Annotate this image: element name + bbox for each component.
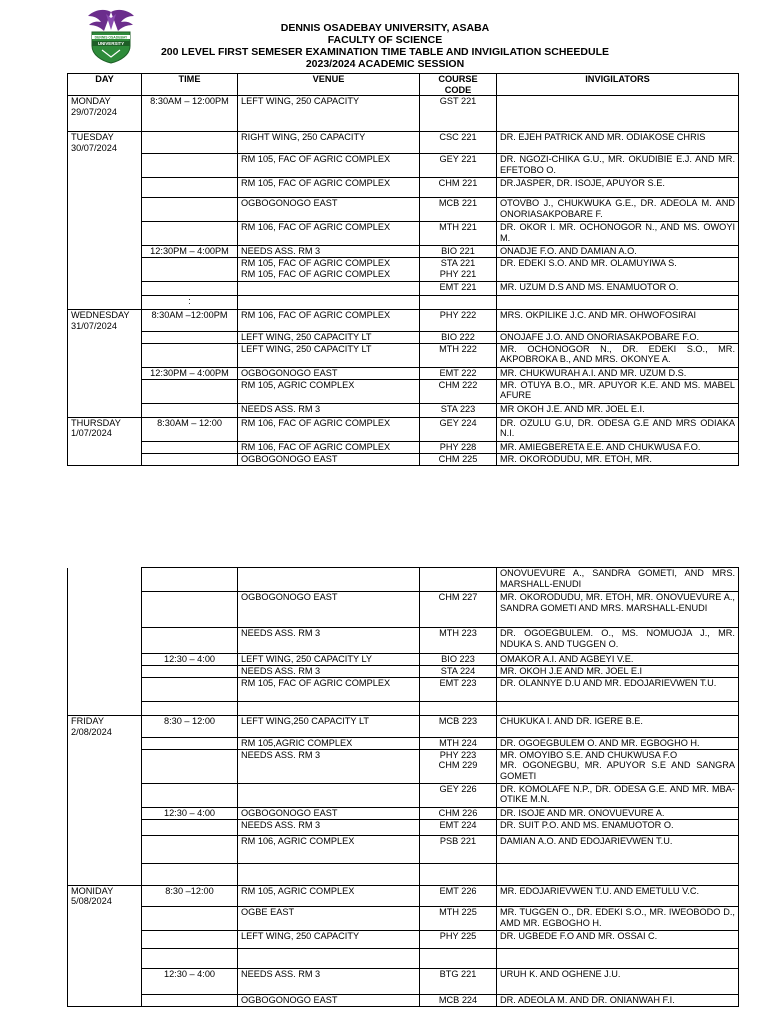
table-row	[68, 282, 739, 296]
cell-code: CHM 225	[420, 453, 497, 465]
cell-inv: MR OKOH J.E. AND MR. JOEL E.I.	[497, 403, 739, 417]
table-row	[68, 132, 739, 154]
cell-day	[68, 154, 142, 178]
cell-venue	[238, 863, 420, 885]
table-row	[68, 907, 739, 931]
cell-code: CSC 221	[420, 132, 497, 154]
cell-day	[68, 379, 142, 403]
cell-code: BIO 221	[420, 246, 497, 258]
cell-time	[142, 258, 238, 282]
cell-time	[142, 678, 238, 702]
cell-code: MCB 221	[420, 198, 497, 222]
cell-venue: LEFT WING, 250 CAPACITY LT	[238, 331, 420, 343]
table-row	[68, 702, 739, 716]
table-row	[68, 949, 739, 969]
table-row	[68, 258, 739, 282]
cell-venue: NEEDS ASS. RM 3	[238, 666, 420, 678]
cell-inv: MR. OTUYA B.O., MR. APUYOR K.E. AND MS. MABEL AFURE	[497, 379, 739, 403]
cell-time: 12:30 – 4:00	[142, 654, 238, 666]
university-logo	[84, 8, 138, 64]
cell-time	[142, 628, 238, 654]
table-row	[68, 379, 739, 403]
cell-venue: RM 105, FAC OF AGRIC COMPLEX RM 105, FAC OF AGRIC COMPLEX	[238, 258, 420, 282]
cell-time	[142, 453, 238, 465]
timetable-body-2	[68, 568, 739, 1007]
academic-session: 2023/2024 ACADEMIC SESSION	[305, 58, 465, 70]
cell-day	[68, 343, 142, 367]
cell-inv	[497, 296, 739, 310]
cell-time	[142, 568, 238, 592]
cell-time: 8:30AM –12:00PM	[142, 310, 238, 332]
cell-day	[68, 258, 142, 282]
cell-day	[68, 246, 142, 258]
cell-time	[142, 995, 238, 1007]
cell-code: CHM 221	[420, 178, 497, 198]
cell-code: GEY 226	[420, 783, 497, 807]
faculty-name: FACULTY OF SCIENCE	[327, 34, 443, 46]
table-row	[68, 666, 739, 678]
cell-time: :	[142, 296, 238, 310]
cell-code: MTH 223	[420, 628, 497, 654]
cell-code: MTH 224	[420, 737, 497, 749]
cell-day	[68, 702, 142, 716]
cell-day: FRIDAY 2/08/2024	[68, 716, 142, 738]
table-row	[68, 343, 739, 367]
cell-time	[142, 403, 238, 417]
cell-code: EMT 226	[420, 885, 497, 907]
cell-time: 12:30PM – 4:00PM	[142, 367, 238, 379]
cell-inv: MR. OKORODUDU, MR. ETOH, MR. ONOVUEVURE A., SANDRA GOMETI AND MRS. MARSHALL-ENUDI	[497, 592, 739, 628]
cell-day: MONDAY 29/07/2024	[68, 96, 142, 132]
cell-time: 12:30PM – 4:00PM	[142, 246, 238, 258]
cell-day	[68, 666, 142, 678]
table-row	[68, 222, 739, 246]
cell-time	[142, 931, 238, 949]
cell-time	[142, 154, 238, 178]
cell-code: BTG 221	[420, 969, 497, 995]
cell-inv: MR. CHUKWURAH A.I. AND MR. UZUM D.S.	[497, 367, 739, 379]
cell-inv: MR. UZUM D.S AND MS. ENAMUOTOR O.	[497, 282, 739, 296]
cell-time	[142, 737, 238, 749]
cell-time: 8:30AM – 12:00PM	[142, 96, 238, 132]
cell-day: THURSDAY 1/07/2024	[68, 417, 142, 441]
cell-inv: DR.JASPER, DR. ISOJE, APUYOR S.E.	[497, 178, 739, 198]
cell-time: 8:30AM – 12:00	[142, 417, 238, 441]
cell-time	[142, 863, 238, 885]
cell-code: EMT 224	[420, 819, 497, 835]
cell-day	[68, 331, 142, 343]
cell-day	[68, 969, 142, 995]
cell-time	[142, 835, 238, 863]
timetable-page-1	[67, 73, 739, 466]
cell-inv	[497, 949, 739, 969]
cell-time	[142, 819, 238, 835]
table-row	[68, 807, 739, 819]
cell-venue	[238, 568, 420, 592]
cell-day	[68, 654, 142, 666]
table-row	[68, 417, 739, 441]
table-header-row	[68, 74, 739, 96]
col-header-venue: VENUE	[238, 74, 420, 96]
cell-time	[142, 783, 238, 807]
table-row	[68, 737, 739, 749]
cell-time	[142, 702, 238, 716]
cell-code: GST 221	[420, 96, 497, 132]
cell-code	[420, 568, 497, 592]
cell-venue: RM 106, FAC OF AGRIC COMPLEX	[238, 417, 420, 441]
cell-venue: NEEDS ASS. RM 3	[238, 819, 420, 835]
cell-time	[142, 666, 238, 678]
table-row	[68, 678, 739, 702]
cell-venue	[238, 783, 420, 807]
document-header	[140, 22, 630, 70]
cell-code: MCB 224	[420, 995, 497, 1007]
table-row	[68, 716, 739, 738]
cell-inv	[497, 863, 739, 885]
cell-code: GEY 221	[420, 154, 497, 178]
cell-day	[68, 441, 142, 453]
cell-code: CHM 227	[420, 592, 497, 628]
cell-venue: NEEDS ASS. RM 3	[238, 246, 420, 258]
cell-venue: NEEDS ASS. RM 3	[238, 749, 420, 783]
cell-time	[142, 178, 238, 198]
cell-code: MTH 225	[420, 907, 497, 931]
cell-inv: DR. UGBEDE F.O AND MR. OSSAI C.	[497, 931, 739, 949]
cell-day: MONIDAY 5/08/2024	[68, 885, 142, 907]
cell-inv: DR. SUIT P.O. AND MS. ENAMUOTOR O.	[497, 819, 739, 835]
cell-venue: RIGHT WING, 250 CAPACITY	[238, 132, 420, 154]
cell-inv: MR. EDOJARIEVWEN T.U. AND EMETULU V.C.	[497, 885, 739, 907]
table-row	[68, 178, 739, 198]
cell-day	[68, 995, 142, 1007]
cell-code: MCB 223	[420, 716, 497, 738]
cell-inv: URUH K. AND OGHENE J.U.	[497, 969, 739, 995]
cell-inv: MR. OKORODUDU, MR. ETOH, MR.	[497, 453, 739, 465]
table-row	[68, 331, 739, 343]
cell-venue: LEFT WING,250 CAPACITY LT	[238, 716, 420, 738]
cell-time	[142, 331, 238, 343]
cell-day	[68, 749, 142, 783]
cell-code: EMT 222	[420, 367, 497, 379]
cell-day	[68, 178, 142, 198]
cell-inv: DR. OKOR I. MR. OCHONOGOR N., AND MS. OWOYI M.	[497, 222, 739, 246]
cell-venue	[238, 296, 420, 310]
table-row	[68, 154, 739, 178]
cell-inv: DR. EDEKI S.O. AND MR. OLAMUYIWA S.	[497, 258, 739, 282]
cell-inv: MRS. OKPILIKE J.C. AND MR. OHWOFOSIRAI	[497, 310, 739, 332]
cell-venue: OGBOGONOGO EAST	[238, 198, 420, 222]
cell-day	[68, 403, 142, 417]
cell-inv: DR. ISOJE AND MR. ONOVUEVURE A.	[497, 807, 739, 819]
cell-code: EMT 221	[420, 282, 497, 296]
cell-venue: RM 105, AGRIC COMPLEX	[238, 379, 420, 403]
cell-venue: RM 106, FAC OF AGRIC COMPLEX	[238, 310, 420, 332]
cell-inv: MR. AMIEGBERETA E.E. AND CHUKWUSA F.O.	[497, 441, 739, 453]
cell-inv: ONOJAFE J.O. AND ONORIASAKPOBARE F.O.	[497, 331, 739, 343]
cell-inv: DR. OZULU G.U, DR. ODESA G.E AND MRS ODIAKA N.I.	[497, 417, 739, 441]
cell-code: MTH 222	[420, 343, 497, 367]
timetable-page-2	[67, 567, 739, 1007]
table-row	[68, 969, 739, 995]
cell-time	[142, 592, 238, 628]
cell-inv: MR. OKOH J.E AND MR. JOEL E.I	[497, 666, 739, 678]
cell-day	[68, 737, 142, 749]
cell-inv: DR. NGOZI-CHIKA G.U., MR. OKUDIBIE E.J. AND MR. EFETOBO O.	[497, 154, 739, 178]
table-row	[68, 628, 739, 654]
cell-venue: RM 106, FAC OF AGRIC COMPLEX	[238, 222, 420, 246]
table-row	[68, 749, 739, 783]
cell-inv: DAMIAN A.O. AND EDOJARIEVWEN T.U.	[497, 835, 739, 863]
cell-venue: RM 105, FAC OF AGRIC COMPLEX	[238, 154, 420, 178]
logo-text-mid: UNIVERSITY	[97, 41, 125, 47]
cell-code: CHM 226	[420, 807, 497, 819]
cell-day	[68, 367, 142, 379]
col-header-time: TIME	[142, 74, 238, 96]
cell-time	[142, 198, 238, 222]
table-row	[68, 367, 739, 379]
cell-day: WEDNESDAY 31/07/2024	[68, 310, 142, 332]
cell-venue: RM 105, AGRIC COMPLEX	[238, 885, 420, 907]
cell-time	[142, 441, 238, 453]
cell-day	[68, 222, 142, 246]
table-row	[68, 654, 739, 666]
cell-venue: LEFT WING, 250 CAPACITY LY	[238, 654, 420, 666]
cell-time	[142, 222, 238, 246]
cell-venue: LEFT WING, 250 CAPACITY	[238, 96, 420, 132]
cell-day	[68, 863, 142, 885]
table-row	[68, 931, 739, 949]
cell-venue: OGBOGONOGO EAST	[238, 367, 420, 379]
cell-day	[68, 592, 142, 628]
cell-time	[142, 907, 238, 931]
cell-day: TUESDAY 30/07/2024	[68, 132, 142, 154]
cell-venue	[238, 282, 420, 296]
cell-venue: RM 106, AGRIC COMPLEX	[238, 835, 420, 863]
cell-code: STA 223	[420, 403, 497, 417]
cell-inv: MR. OMOYIBO S.E. AND CHUKWUSA F.O MR. OGONEGBU, MR. APUYOR S.E AND SANGRA GOMETI	[497, 749, 739, 783]
university-name: DENNIS OSADEBAY UNIVERSITY, ASABA	[280, 22, 490, 34]
cell-day	[68, 198, 142, 222]
table-row	[68, 863, 739, 885]
cell-day	[68, 783, 142, 807]
cell-venue: NEEDS ASS. RM 3	[238, 628, 420, 654]
cell-code: PHY 228	[420, 441, 497, 453]
cell-inv	[497, 96, 739, 132]
cell-time: 12:30 – 4:00	[142, 807, 238, 819]
cell-venue: RM 105, FAC OF AGRIC COMPLEX	[238, 178, 420, 198]
cell-day	[68, 628, 142, 654]
cell-venue: OGBOGONOGO EAST	[238, 592, 420, 628]
cell-code	[420, 863, 497, 885]
cell-venue: OGBOGONOGO EAST	[238, 807, 420, 819]
cell-time	[142, 749, 238, 783]
cell-inv: DR. EJEH PATRICK AND MR. ODIAKOSE CHRIS	[497, 132, 739, 154]
cell-venue: OGBE EAST	[238, 907, 420, 931]
cell-inv: DR. OLANNYE D.U AND MR. EDOJARIEVWEN T.U.	[497, 678, 739, 702]
cell-venue: NEEDS ASS. RM 3	[238, 403, 420, 417]
cell-venue: RM 105, FAC OF AGRIC COMPLEX	[238, 678, 420, 702]
cell-venue: RM 106, FAC OF AGRIC COMPLEX	[238, 441, 420, 453]
cell-venue: NEEDS ASS. RM 3	[238, 969, 420, 995]
cell-code: MTH 221	[420, 222, 497, 246]
cell-inv: ONADJE F.O. AND DAMIAN A.O.	[497, 246, 739, 258]
cell-time: 12:30 – 4:00	[142, 969, 238, 995]
cell-day	[68, 819, 142, 835]
logo-text-top: DENNIS OSADEBAY	[94, 35, 128, 40]
table-row	[68, 296, 739, 310]
document-title: 200 LEVEL FIRST SEMESER EXAMINATION TIME TABLE AND INVIGILATION SCHEEDULE	[160, 46, 610, 58]
table-row	[68, 995, 739, 1007]
table-row	[68, 403, 739, 417]
cell-time	[142, 949, 238, 969]
cell-time	[142, 379, 238, 403]
cell-time: 8:30 – 12:00	[142, 716, 238, 738]
cell-inv: DR. ADEOLA M. AND DR. ONIANWAH F.I.	[497, 995, 739, 1007]
cell-inv: CHUKUKA I. AND DR. IGERE B.E.	[497, 716, 739, 738]
cell-code: PSB 221	[420, 835, 497, 863]
cell-venue: LEFT WING, 250 CAPACITY	[238, 931, 420, 949]
cell-inv: DR. OGOEGBULEM. O., MS. NOMUOJA J., MR. NDUKA S. AND TUGGEN O.	[497, 628, 739, 654]
cell-day	[68, 282, 142, 296]
cell-venue	[238, 949, 420, 969]
cell-code: CHM 222	[420, 379, 497, 403]
table-row	[68, 568, 739, 592]
cell-day	[68, 931, 142, 949]
cell-code	[420, 702, 497, 716]
cell-code	[420, 296, 497, 310]
cell-venue: LEFT WING, 250 CAPACITY LT	[238, 343, 420, 367]
cell-day	[68, 949, 142, 969]
cell-venue: OGBOGONOGO EAST	[238, 453, 420, 465]
cell-code: STA 224	[420, 666, 497, 678]
table-row	[68, 783, 739, 807]
cell-time: 8:30 –12:00	[142, 885, 238, 907]
cell-time	[142, 282, 238, 296]
col-header-day: DAY	[68, 74, 142, 96]
cell-code: PHY 222	[420, 310, 497, 332]
col-header-course-code: COURSE CODE	[420, 74, 497, 96]
cell-day	[68, 568, 142, 592]
cell-code: BIO 223	[420, 654, 497, 666]
cell-code: PHY 225	[420, 931, 497, 949]
cell-day	[68, 678, 142, 702]
timetable-body-1	[68, 96, 739, 466]
col-header-invigilators: INVIGILATORS	[497, 74, 739, 96]
cell-inv: OTOVBO J., CHUKWUKA G.E., DR. ADEOLA M. AND ONORIASAKPOBARE F.	[497, 198, 739, 222]
cell-code: BIO 222	[420, 331, 497, 343]
cell-code: EMT 223	[420, 678, 497, 702]
table-row	[68, 835, 739, 863]
cell-day	[68, 835, 142, 863]
cell-venue: RM 105,AGRIC COMPLEX	[238, 737, 420, 749]
table-row	[68, 310, 739, 332]
cell-day	[68, 453, 142, 465]
cell-inv: MR. TUGGEN O., DR. EDEKI S.O., MR. IWEOBODO D., AMD MR. EGBOGHO H.	[497, 907, 739, 931]
cell-day	[68, 907, 142, 931]
table-row	[68, 441, 739, 453]
cell-venue	[238, 702, 420, 716]
cell-day	[68, 296, 142, 310]
cell-time	[142, 132, 238, 154]
table-row	[68, 96, 739, 132]
cell-code	[420, 949, 497, 969]
table-row	[68, 453, 739, 465]
table-row	[68, 246, 739, 258]
cell-code: GEY 224	[420, 417, 497, 441]
table-row	[68, 198, 739, 222]
cell-inv: MR. OCHONOGOR N., DR. EDEKI S.O., MR. AKPOBROKA B., AND MRS. OKONYE A.	[497, 343, 739, 367]
cell-inv: ONOVUEVURE A., SANDRA GOMETI, AND MRS. MARSHALL-ENUDI	[497, 568, 739, 592]
cell-day	[68, 807, 142, 819]
cell-inv: OMAKOR A.I. AND AGBEYI V.E.	[497, 654, 739, 666]
cell-code: PHY 223 CHM 229	[420, 749, 497, 783]
table-row	[68, 592, 739, 628]
cell-inv: DR. KOMOLAFE N.P., DR. ODESA G.E. AND MR. MBA-OTIKE M.N.	[497, 783, 739, 807]
table-row	[68, 819, 739, 835]
cell-inv	[497, 702, 739, 716]
cell-inv: DR. OGOEGBULEM O. AND MR. EGBOGHO H.	[497, 737, 739, 749]
cell-time	[142, 343, 238, 367]
cell-venue: OGBOGONOGO EAST	[238, 995, 420, 1007]
table-row	[68, 885, 739, 907]
cell-code: STA 221 PHY 221	[420, 258, 497, 282]
